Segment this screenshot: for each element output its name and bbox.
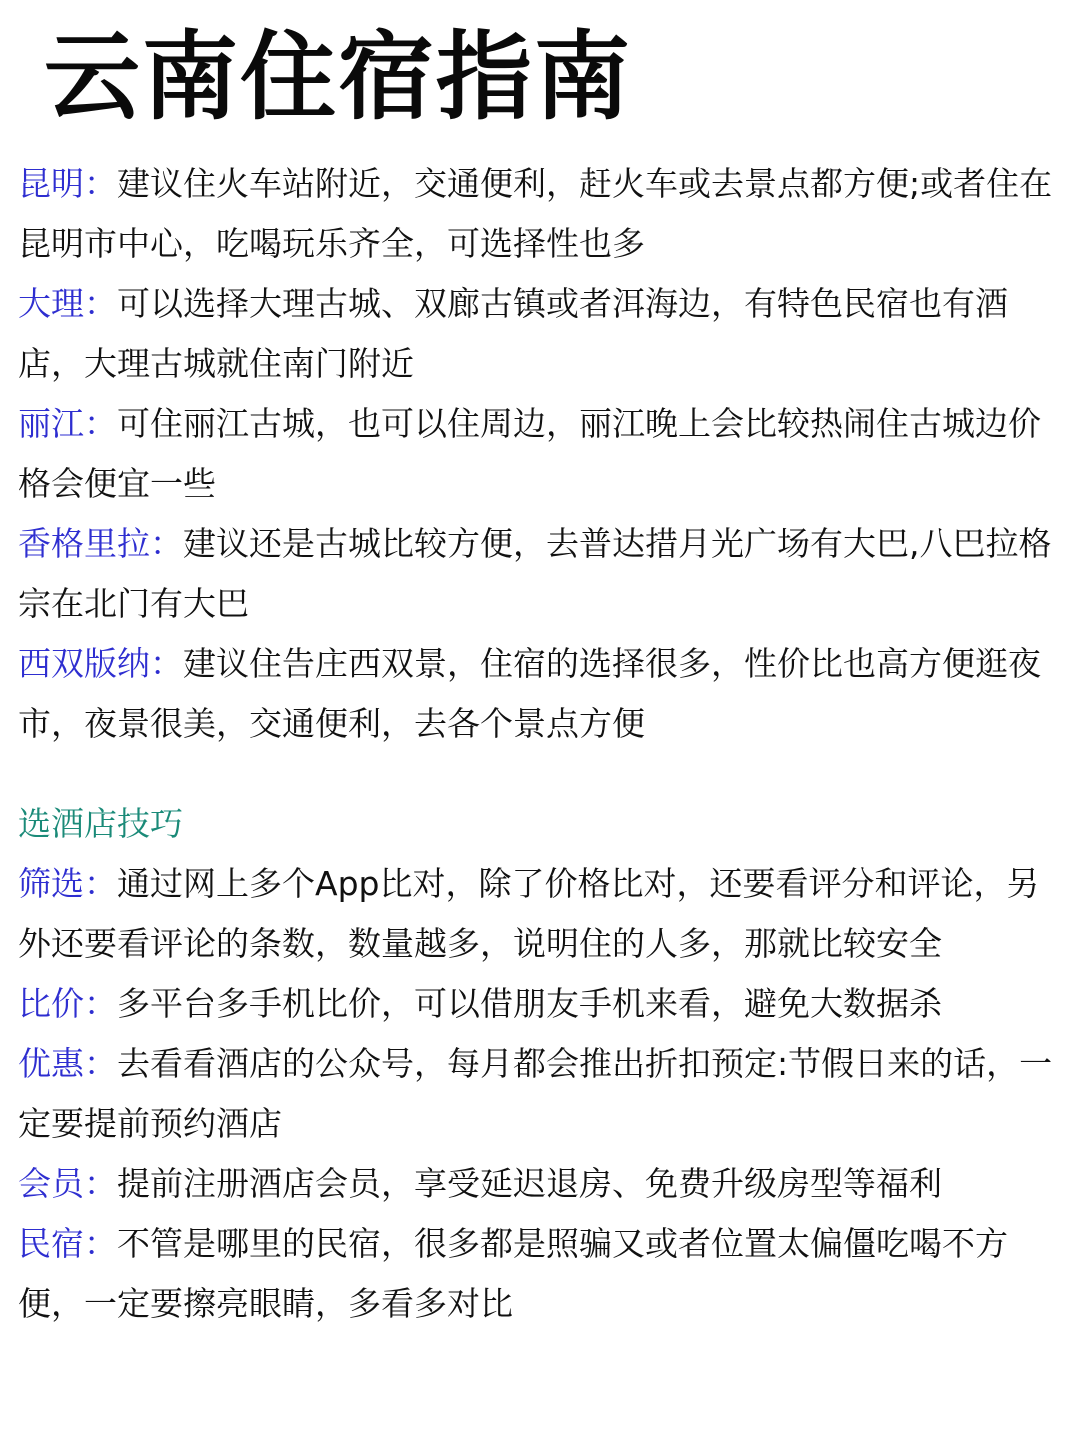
region-entry-lijiang bbox=[18, 394, 1058, 514]
region-entry-kunming bbox=[18, 154, 1058, 274]
regions-list bbox=[18, 154, 1058, 754]
key-separator: ： bbox=[84, 1044, 117, 1083]
tip-entry-compare-price bbox=[18, 974, 1058, 1034]
tip-name: 比价 bbox=[18, 984, 84, 1023]
tip-name: 优惠 bbox=[18, 1044, 84, 1083]
tip-name: 筛选 bbox=[18, 864, 84, 903]
tip-entry-discount bbox=[18, 1034, 1058, 1154]
key-separator: ： bbox=[84, 1164, 117, 1203]
tips-list bbox=[18, 854, 1058, 1334]
region-entry-shangrila bbox=[18, 514, 1058, 634]
page-title: 云南住宿指南 bbox=[44, 21, 632, 133]
tips-heading: 选酒店技巧 bbox=[18, 804, 183, 843]
region-entry-dali bbox=[18, 274, 1058, 394]
region-description: 可住丽江古城，也可以住周边，丽江晚上会比较热闹住古城边价格会便宜一些 bbox=[18, 404, 1041, 503]
key-separator: ： bbox=[84, 284, 117, 323]
key-separator: ： bbox=[84, 1224, 117, 1263]
region-description: 建议住告庄西双景，住宿的选择很多，性价比也高方便逛夜市，夜景很美，交通便利，去各个景点方便 bbox=[18, 644, 1041, 743]
tip-name: 民宿 bbox=[18, 1224, 84, 1263]
tip-description: 多平台多手机比价，可以借朋友手机来看，避免大数据杀 bbox=[117, 984, 942, 1023]
tip-description: 不管是哪里的民宿，很多都是照骗又或者位置太偏僵吃喝不方便，一定要擦亮眼睛，多看多对比 bbox=[18, 1224, 1008, 1323]
region-entry-xishuangbanna bbox=[18, 634, 1058, 754]
region-description: 可以选择大理古城、双廊古镇或者洱海边，有特色民宿也有酒店，大理古城就住南门附近 bbox=[18, 284, 1008, 383]
region-name: 西双版纳 bbox=[18, 644, 150, 683]
key-separator: ： bbox=[84, 404, 117, 443]
region-description: 建议还是古城比较方便，去普达措月光广场有大巴,八巴拉格宗在北门有大巴 bbox=[18, 524, 1052, 623]
tip-entry-homestay bbox=[18, 1214, 1058, 1334]
guide-content bbox=[18, 154, 1058, 1334]
tip-entry-filter bbox=[18, 854, 1058, 974]
tip-name: 会员 bbox=[18, 1164, 84, 1203]
tip-entry-membership bbox=[18, 1154, 1058, 1214]
region-name: 昆明 bbox=[18, 164, 84, 203]
key-separator: ： bbox=[84, 164, 117, 203]
key-separator: ： bbox=[84, 984, 117, 1023]
region-name: 香格里拉 bbox=[18, 524, 150, 563]
tip-description: 通过网上多个App比对，除了价格比对，还要看评分和评论，另外还要看评论的条数，数量越多，说明住的人多，那就比较安全 bbox=[18, 864, 1040, 963]
key-separator: ： bbox=[150, 644, 183, 683]
tip-description: 提前注册酒店会员，享受延迟退房、免费升级房型等福利 bbox=[117, 1164, 942, 1203]
region-name: 大理 bbox=[18, 284, 84, 323]
region-description: 建议住火车站附近，交通便利，赶火车或去景点都方便;或者住在昆明市中心，吃喝玩乐齐全，可选择性也多 bbox=[18, 164, 1053, 263]
tip-description: 去看看酒店的公众号，每月都会推出折扣预定:节假日来的话，一定要提前预约酒店 bbox=[18, 1044, 1053, 1143]
key-separator: ： bbox=[84, 864, 117, 903]
key-separator: ： bbox=[150, 524, 183, 563]
region-name: 丽江 bbox=[18, 404, 84, 443]
